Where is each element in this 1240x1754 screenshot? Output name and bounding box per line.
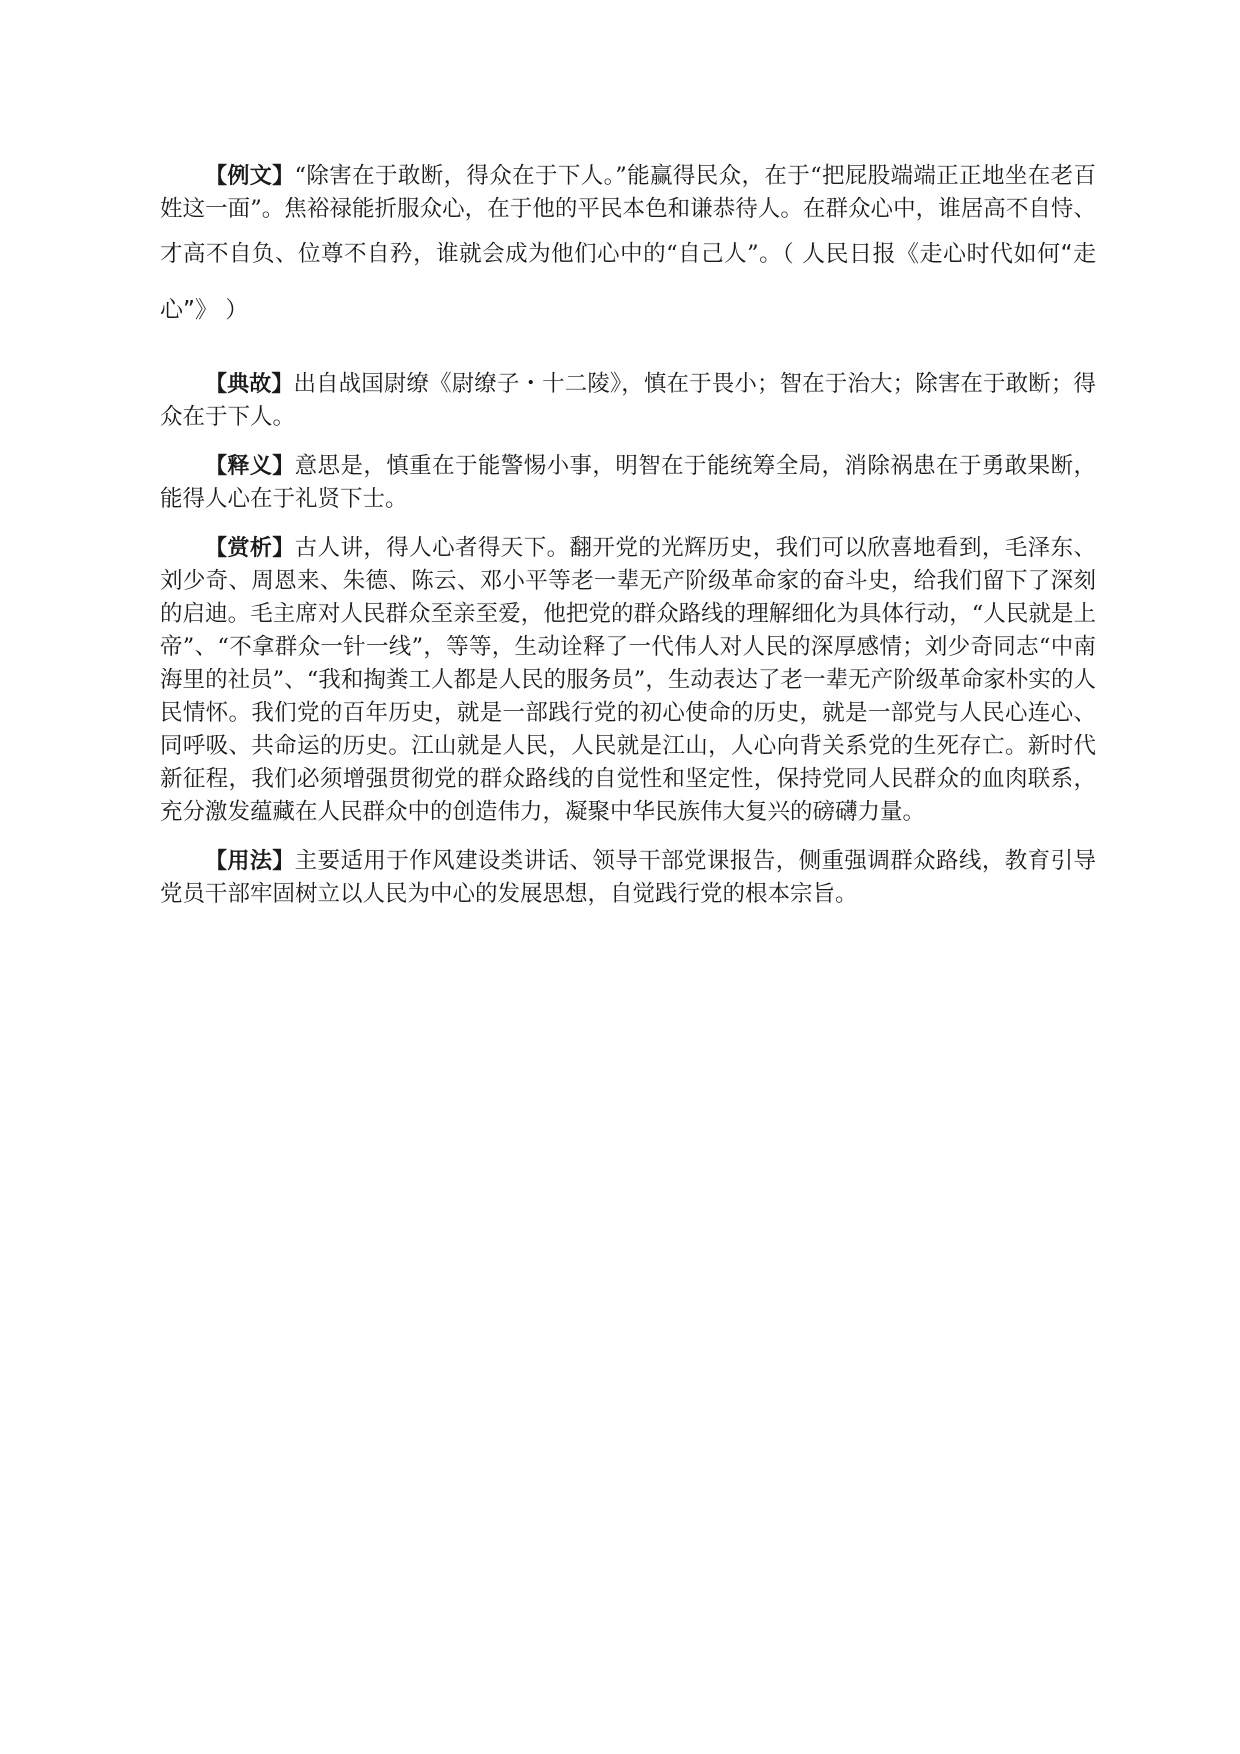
example-paragraph [160,160,1096,338]
example-text: “除害在于敢断，得众在于下人。”能赢得民众，在于“把屁股端端正正地坐在老百姓这一面”。焦裕禄能折服众心，在于他的平民本色和谦恭待人。在群众心中，谁居高不自恃、才高不自负、位尊不自矜，谁就会成为他们心中的“自己人”。 [160,163,1096,267]
example-source: （ 人民日报《走心时代如何“走心”》 ） [160,241,1096,323]
origin-text: 出自战国尉缭《尉缭子・十二陵》，慎在于畏小；智在于治大；除害在于敢断；得众在于下人。 [160,371,1096,430]
appreciation-tag: 【赏析】 [205,536,295,561]
usage-text: 主要适用于作风建设类讲话、领导干部党课报告，侧重强调群众路线，教育引导党员干部牢固树立以人民为中心的发展思想，自觉践行党的根本宗旨。 [160,848,1096,907]
document-page [160,160,1096,911]
appreciation-text: 古人讲，得人心者得天下。翻开党的光辉历史，我们可以欣喜地看到，毛泽东、刘少奇、周恩来、朱德、陈云、邓小平等老一辈无产阶级革命家的奋斗史，给我们留下了深刻的启迪。毛主席对人民群众至亲至爱，他把党的群众路线的理解细化为具体行动，“人民就是上帝”、“不拿群众一针一线”，等等，生动诠释了一代伟人对人民的深厚感情；刘少奇同志“中南海里的社员”、“我和掏粪工人都是人民的服务员”，生动表达了老一辈无产阶级革命家朴实的人民情怀。我们党的百年历史，就是一部践行党的初心使命的历史，就是一部党与人民心连心、同呼吸、共命运的历史。江山就是人民，人民就是江山，人心向背关系党的生死存亡。新时代新征程，我们必须增强贯彻党的群众路线的自觉性和坚定性，保持党同人民群众的血肉联系，充分激发蕴藏在人民群众中的创造伟力，凝聚中华民族伟大复兴的磅礴力量。 [160,535,1096,825]
meaning-tag: 【释义】 [205,454,295,479]
appreciation-paragraph [160,532,1096,829]
usage-tag: 【用法】 [205,849,295,874]
origin-paragraph [160,368,1096,434]
meaning-paragraph [160,450,1096,516]
example-tag: 【例文】 [205,164,295,189]
origin-tag: 【典故】 [205,372,294,397]
usage-paragraph [160,845,1096,911]
meaning-text: 意思是，慎重在于能警惕小事，明智在于能统筹全局，消除祸患在于勇敢果断，能得人心在于礼贤下士。 [160,453,1096,512]
